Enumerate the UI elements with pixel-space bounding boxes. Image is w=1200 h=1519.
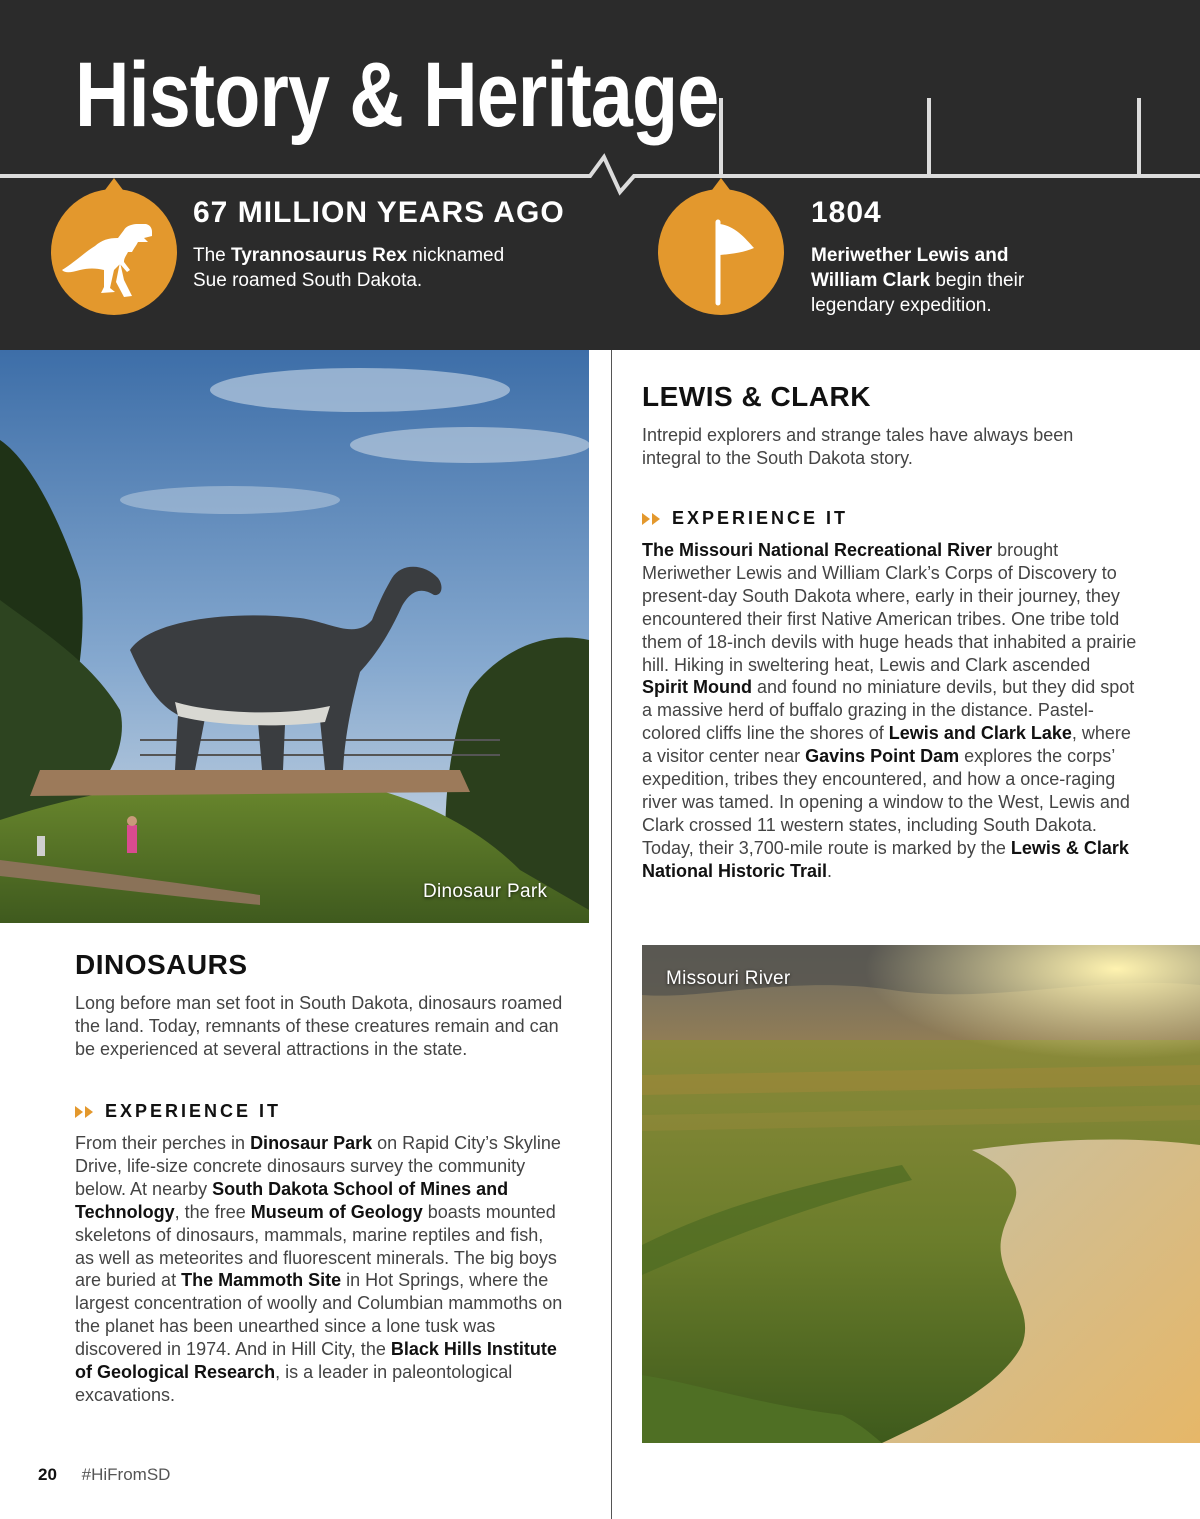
page-number: 20 <box>38 1465 57 1484</box>
column-divider <box>611 350 612 1519</box>
timeline-text: Meriwether Lewis and William Clark begin their legendary expedition. <box>811 245 1025 316</box>
experience-it-text: EXPERIENCE IT <box>105 1101 282 1121</box>
dinosaurs-section <box>75 948 565 1407</box>
bold-text: Meriwether Lewis and William Clark <box>811 245 1009 291</box>
bold-text: Gavins Point Dam <box>805 746 960 767</box>
bold-text: Lewis & Clark National Historic Trail <box>642 837 1129 881</box>
section-body: The Missouri National Recreational River brought Meriwether Lewis and William Clark’s Corps of Discovery to present-day South Dakota where, early in their journey, they encountered their first Native American tribes. One tribe told them of 18-inch devils with huge heads that inhabited a prairie hill. Hiking in sweltering heat, Lewis and Clark ascended Spirit Mound and found no miniature devils, but they did spot a massive herd of buffalo grazing in the distance. Pastel-colored cliffs line the shores of Lewis and Clark Lake, where a visitor center near Gavins Point Dam explores the corps’ expedition, tribes they encountered, and how a once-raging river was tamed. In opening a window to the West, Lewis and Clark crossed 11 western states, including South Dakota. Today, their 3,700-mile route is marked by the Lewis & Clark National Historic Trail. <box>642 540 1137 881</box>
experience-it-label <box>642 508 1137 529</box>
page-title: History & Heritage <box>75 44 719 146</box>
photo-caption-missouri-river: Missouri River <box>666 968 791 989</box>
timeline-text: The Tyrannosaurus Rex nicknamed Sue roamed South Dakota. <box>193 245 505 291</box>
experience-it-label <box>75 1101 565 1122</box>
timeline-marker-2 <box>658 178 784 315</box>
page-footer <box>38 1465 170 1485</box>
experience-it-text: EXPERIENCE IT <box>672 508 849 528</box>
section-intro: Intrepid explorers and strange tales have always been integral to the South Dakota story. <box>642 425 1074 468</box>
bold-text: South Dakota School of Mines and Technology <box>75 1178 509 1222</box>
missouri-river-photo <box>642 945 1200 1443</box>
section-heading: LEWIS & CLARK <box>642 381 871 412</box>
bold-text: The Missouri National Recreational River <box>642 540 993 560</box>
bold-text: Black Hills Institute of Geological Research <box>75 1339 557 1383</box>
lewis-clark-section <box>642 380 1137 883</box>
bold-text: Museum of Geology <box>250 1201 423 1222</box>
section-body: From their perches in Dinosaur Park on Rapid City’s Skyline Drive, life-size concrete dinosaurs survey the community below. At nearby South Dakota School of Mines and Technology, the free Museum of Geology boasts mounted skeletons of dinosaurs, mammals, marine reptiles and fish, as well as meteorites and fluorescent minerals. The big boys are buried at The Mammoth Site in Hot Springs, where the largest concentration of woolly and Columbian mammoths on the planet has been unearthed since a lone tusk was discovered in 1974. And in Hill City, the Black Hills Institute of Geological Research, is a leader in paleontological excavations. <box>75 1133 563 1405</box>
section-heading: DINOSAURS <box>75 949 248 980</box>
bold-text: Tyrannosaurus Rex <box>231 245 408 266</box>
bold-text: Dinosaur Park <box>250 1133 373 1153</box>
timeline-line <box>0 157 1200 192</box>
hashtag: #HiFromSD <box>81 1465 171 1484</box>
double-arrow-icon <box>642 513 662 525</box>
timeline-marker-1 <box>51 178 177 315</box>
section-intro: Long before man set foot in South Dakota, dinosaurs roamed the land. Today, remnants of these creatures remain and can be experienced at several attractions in the state. <box>75 993 563 1059</box>
photo-caption-dinosaur-park: Dinosaur Park <box>423 881 548 902</box>
bold-text: The Mammoth Site <box>181 1270 342 1291</box>
bold-text: Lewis and Clark Lake <box>888 723 1072 744</box>
double-arrow-icon <box>75 1106 95 1118</box>
dinosaur-park-photo <box>0 350 589 923</box>
timeline-year: 1804 <box>811 196 882 229</box>
bold-text: Spirit Mound <box>642 677 752 698</box>
timeline-year: 67 MILLION YEARS AGO <box>193 196 565 229</box>
